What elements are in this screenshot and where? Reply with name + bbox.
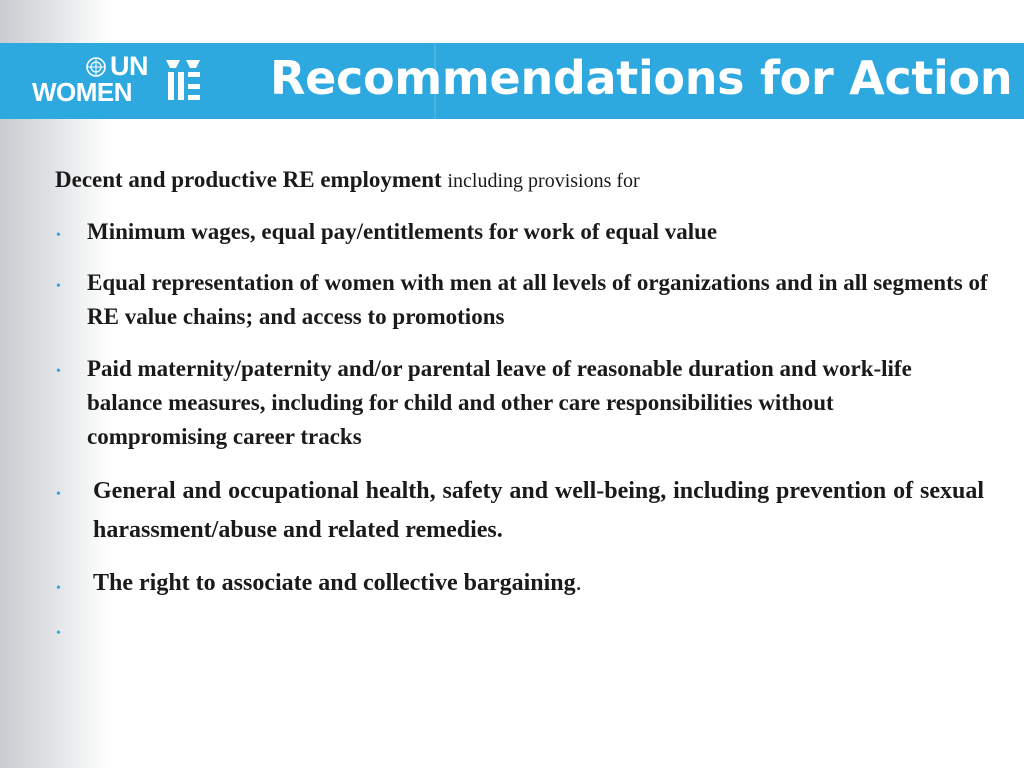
intro-rest: including provisions for: [447, 170, 640, 192]
list-item-text: General and occupational health, safety and well-being, including prevention of sexual harassment/abuse and related remedies.: [93, 478, 984, 543]
list-item-suffix: .: [575, 570, 582, 596]
list-item-text: The right to associate and collective bargaining: [93, 570, 576, 596]
list-item: [87, 215, 987, 249]
bullet-dot-icon: •: [56, 487, 61, 502]
logo-women-text: WOMEN: [32, 77, 133, 107]
list-item: [93, 472, 984, 550]
intro-line: [55, 167, 640, 193]
list-item-text: Equal representation of women with men at all levels of organizations and in all segments of RE value chains; and access to promotions: [87, 270, 988, 329]
bullet-dot-icon: •: [56, 228, 61, 243]
intro-bold: Decent and productive RE employment: [55, 167, 442, 192]
list-item: [87, 352, 947, 454]
list-item: [93, 566, 973, 600]
bullet-dot-icon: •: [56, 626, 61, 641]
bullet-dot-icon: •: [56, 279, 61, 294]
bullet-dot-icon: •: [56, 364, 61, 379]
logo-un-text: UN: [110, 51, 148, 81]
list-item: [87, 266, 992, 334]
bullet-dot-icon: •: [56, 581, 61, 596]
page-title: Recommendations for Action: [270, 51, 1013, 105]
list-item-text: Paid maternity/paternity and/or parental leave of reasonable duration and work-life balance measures, including for child and other care responsibilities without compromising career tracks: [87, 356, 912, 449]
list-item-text: Minimum wages, equal pay/entitlements for work of equal value: [87, 219, 718, 244]
